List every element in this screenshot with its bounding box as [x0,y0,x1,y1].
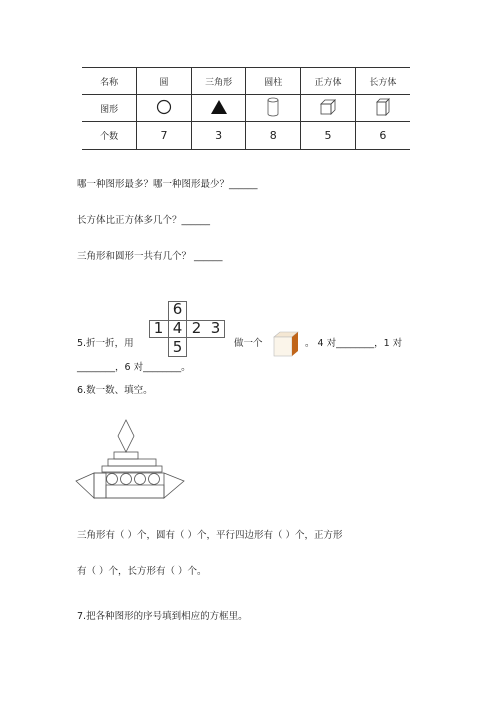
table-row [82,68,410,95]
table-row [82,122,410,150]
q5-prefix: 5.折一折，用 [77,338,134,349]
net-face: 4 [172,319,183,337]
table-cell: 6 [355,122,410,150]
net-face: 2 [191,319,202,337]
shape-count-table [82,67,410,150]
table-cell: 三角形 [191,68,246,95]
table-cell: 圆 [137,68,192,95]
table-cell [137,95,192,122]
row-header: 图形 [82,95,137,122]
table-cell: 长方体 [355,68,410,95]
table-cell [301,95,356,122]
row-header: 个数 [82,122,137,150]
q6-title: 6.数一数、填空。 [77,385,153,396]
question-cuboid-vs-cube: 长方体比正方体多几个？______ [77,215,211,226]
q6-line1: 三角形有（ ）个，圆有（ ）个，平行四边形有（ ）个，正方形 [77,530,343,541]
row-header: 名称 [82,68,137,95]
net-face: 3 [210,319,221,337]
cube-icon [319,98,337,116]
question-most-least: 哪一种图形最多？哪一种图形最少？______ [77,179,258,190]
cube-net [149,301,225,357]
table-cell [355,95,410,122]
table-cell: 8 [246,122,301,150]
question-triangle-plus-circle: 三角形和圆形一共有几个？ ______ [77,251,223,262]
table-cell: 7 [137,122,192,150]
net-face-bottom: 5 [172,338,183,356]
net-face-top: 6 [172,300,183,318]
triangle-icon [210,99,228,115]
q7-title: 7.把各种图形的序号填到相应的方框里。 [77,611,248,622]
q5-tail: 。 4 对________，1 对 [305,338,403,349]
q5-suffix: 做一个 [234,338,263,349]
net-face: 1 [153,319,164,337]
q5-line2: ________，6 对________。 [77,362,191,373]
cylinder-icon [266,97,280,117]
circle-icon [156,99,172,115]
table-row [82,95,410,122]
cube-icon [272,330,302,358]
q6-line2: 有（ ）个，长方形有（ ）个。 [77,566,207,577]
cuboid-icon [375,97,391,117]
table-cell [246,95,301,122]
table-cell: 圆柱 [246,68,301,95]
table-cell: 5 [301,122,356,150]
table-cell: 3 [191,122,246,150]
table-cell [191,95,246,122]
table-cell: 正方体 [301,68,356,95]
ship-figure [74,418,190,506]
